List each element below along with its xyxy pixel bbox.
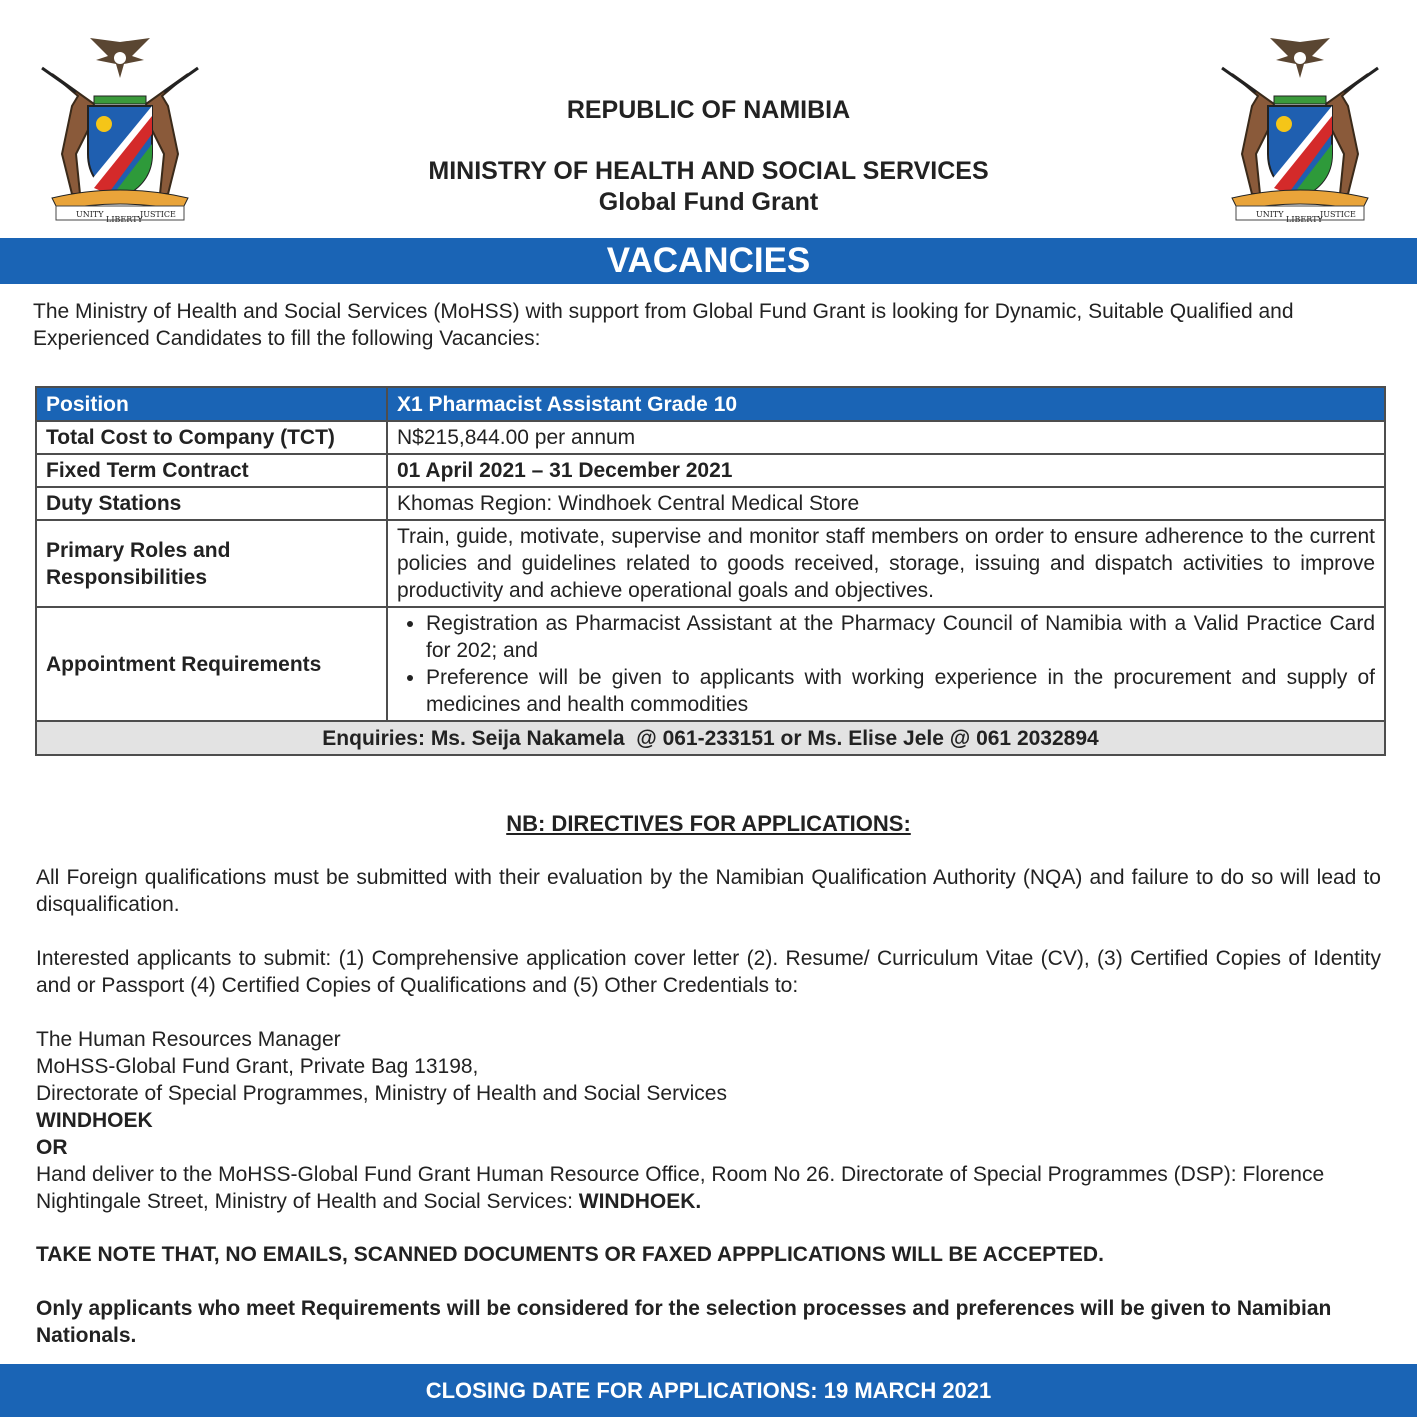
position-label: Position	[36, 387, 387, 421]
contract-label: Fixed Term Contract	[36, 454, 387, 487]
table-row	[36, 520, 1385, 607]
table-row	[36, 387, 1385, 421]
roles-label: Primary Roles and Responsibilities	[36, 520, 387, 607]
requirements-label: Appointment Requirements	[36, 607, 387, 721]
no-emails-notice: TAKE NOTE THAT, NO EMAILS, SCANNED DOCUMENTS OR FAXED APPPLICATIONS WILL BE ACCEPTED.	[36, 1243, 1104, 1266]
address-city: WINDHOEK	[36, 1109, 153, 1132]
svg-text:JUSTICE: JUSTICE	[1320, 210, 1356, 219]
svg-text:LIBERTY: LIBERTY	[106, 215, 143, 224]
duty-value: Khomas Region: Windhoek Central Medical Store	[387, 487, 1385, 520]
vacancy-table	[35, 386, 1386, 756]
country-heading: REPUBLIC OF NAMIBIA	[566, 96, 851, 124]
hand-deliver-paragraph	[36, 1161, 1381, 1215]
svg-text:UNITY: UNITY	[76, 210, 104, 219]
table-row	[36, 421, 1385, 454]
closing-date-banner: CLOSING DATE FOR APPLICATIONS: 19 MARCH 2021	[0, 1364, 1417, 1417]
svg-text:UNITY: UNITY	[1256, 210, 1284, 219]
foreign-qualifications-paragraph: All Foreign qualifications must be submitted with their evaluation by the Namibian Qualification Authority (NQA) and failure to do so will lead to disqualification.	[36, 866, 1381, 916]
program-heading: Global Fund Grant	[598, 188, 819, 216]
tct-label: Total Cost to Company (TCT)	[36, 421, 387, 454]
ministry-heading: MINISTRY OF HEALTH AND SOCIAL SERVICES	[428, 157, 989, 185]
list-item: • Preference will be given to applicants with working experience in the procurement and supply of medicines and health commodities	[426, 664, 1375, 718]
table-row	[36, 454, 1385, 487]
table-row	[36, 607, 1385, 721]
requirements-value	[387, 607, 1385, 721]
address-line: The Human Resources Manager	[36, 1028, 341, 1051]
directives-title: NB: DIRECTIVES FOR APPLICATIONS:	[506, 811, 911, 836]
intro-paragraph: The Ministry of Health and Social Services (MoHSS) with support from Global Fund Grant is looking for Dynamic, Suitable Qualified and Experienced Candidates to fill the following Vacancies:	[33, 300, 1294, 350]
address-line: MoHSS-Global Fund Grant, Private Bag 13198,	[36, 1055, 479, 1078]
list-item: • Registration as Pharmacist Assistant at the Pharmacy Council of Namibia with a Valid Practice Card for 202; and	[426, 610, 1375, 664]
postal-address	[36, 1026, 1381, 1215]
selection-notice: Only applicants who meet Requirements will be considered for the selection processes and preferences will be given to Namibian Nationals.	[36, 1297, 1332, 1347]
vacancies-banner: VACANCIES	[0, 238, 1417, 284]
svg-text:LIBERTY: LIBERTY	[1286, 215, 1323, 224]
table-row	[36, 721, 1385, 755]
roles-value: Train, guide, motivate, supervise and monitor staff members on order to ensure adherence to the current policies and guidelines related to goods received, storage, issuing and dispatch activities to improve productivity and achieve operational goals and objectives.	[387, 520, 1385, 607]
table-row	[36, 487, 1385, 520]
address-line: Directorate of Special Programmes, Ministry of Health and Social Services	[36, 1082, 727, 1105]
duty-label: Duty Stations	[36, 487, 387, 520]
contract-value: 01 April 2021 – 31 December 2021	[387, 454, 1385, 487]
submission-paragraph: Interested applicants to submit: (1) Comprehensive application cover letter (2). Resume/ Curriculum Vitae (CV), (3) Certified Copies of Identity and or Passport (4) Certified Copies of Qualifications and (5) Other Credentials to:	[36, 947, 1381, 997]
enquiries-contact: Enquiries: Ms. Seija Nakamela @ 061-233151 or Ms. Elise Jele @ 061 2032894	[36, 721, 1385, 755]
requirements-list	[397, 610, 1375, 718]
hand-deliver-text: Hand deliver to the MoHSS-Global Fund Grant Human Resource Office, Room No 26. Directorate of Special Programmes (DSP): Florence Nightingale Street, Ministry of Health and Social Services:	[36, 1163, 1325, 1213]
hand-deliver-city: WINDHOEK.	[578, 1190, 702, 1213]
address-or: OR	[36, 1136, 68, 1159]
position-value: X1 Pharmacist Assistant Grade 10	[387, 387, 1385, 421]
tct-value: N$215,844.00 per annum	[387, 421, 1385, 454]
svg-text:JUSTICE: JUSTICE	[140, 210, 176, 219]
